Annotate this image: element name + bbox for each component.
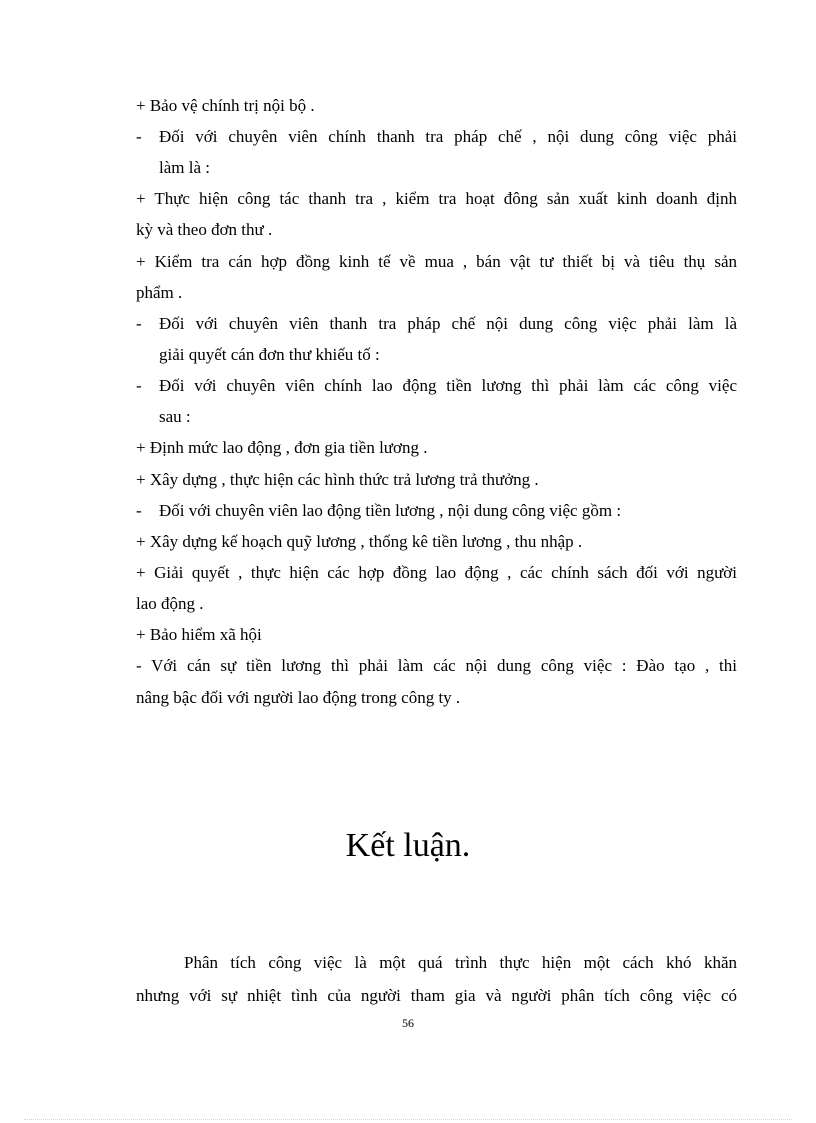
text-line: phẩm .	[136, 283, 183, 302]
text-line: + Bảo hiểm xã hội	[136, 625, 262, 644]
text-line: Đối với chuyên viên chính lao động tiền lương thì phải làm các công việc	[159, 376, 737, 395]
text-line: lao động .	[136, 594, 204, 613]
text-line: Đối với chuyên viên lao động tiền lương , nội dung công việc gồm :	[159, 501, 622, 520]
text-line: + Giải quyết , thực hiện các hợp đồng lao động , các chính sách đối với người	[136, 563, 737, 582]
dash-marker: -	[136, 501, 142, 520]
text-line: + Bảo vệ chính trị nội bộ .	[136, 96, 315, 115]
text-line: giải quyết cán đơn thư khiếu tố :	[159, 345, 380, 364]
text-line: kỳ và theo đơn thư .	[136, 220, 273, 239]
text-line: + Kiểm tra cán hợp đồng kinh tế về mua , bán vật tư thiết bị và tiêu thụ sản	[136, 252, 737, 271]
text-line: + Định mức lao động , đơn gia tiền lương .	[136, 438, 428, 457]
section-heading: Kết luận.	[345, 827, 471, 864]
paragraph-line: Phân tích công việc là một quá trình thực hiện một cách khó khăn	[184, 953, 737, 972]
paragraph-line: nhưng với sự nhiệt tình của người tham gia và người phân tích công việc có	[136, 986, 737, 1005]
text-line: + Xây dựng , thực hiện các hình thức trả lương trả thưởng .	[136, 470, 539, 489]
dash-marker: -	[136, 127, 142, 146]
text-line: làm là :	[159, 158, 210, 177]
text-line: + Thực hiện công tác thanh tra , kiểm tra hoạt đông sản xuất kinh doanh định	[136, 189, 737, 208]
text-line: nâng bậc đối với người lao động trong công ty .	[136, 688, 461, 707]
text-line: Đối với chuyên viên chính thanh tra pháp chế , nội dung công việc phải	[159, 127, 737, 146]
text-line: - Với cán sự tiền lương thì phải làm các nội dung công việc : Đào tạo , thi	[136, 656, 737, 675]
page-edge-divider	[24, 1119, 792, 1120]
text-line: Đối với chuyên viên thanh tra pháp chế nội dung công việc phải làm là	[159, 314, 737, 333]
dash-marker: -	[136, 314, 142, 333]
text-line: sau :	[159, 407, 191, 426]
text-line: + Xây dựng kế hoạch quỹ lương , thống kê tiền lương , thu nhập .	[136, 532, 583, 551]
page-number: 56	[402, 1016, 414, 1030]
dash-marker: -	[136, 376, 142, 395]
